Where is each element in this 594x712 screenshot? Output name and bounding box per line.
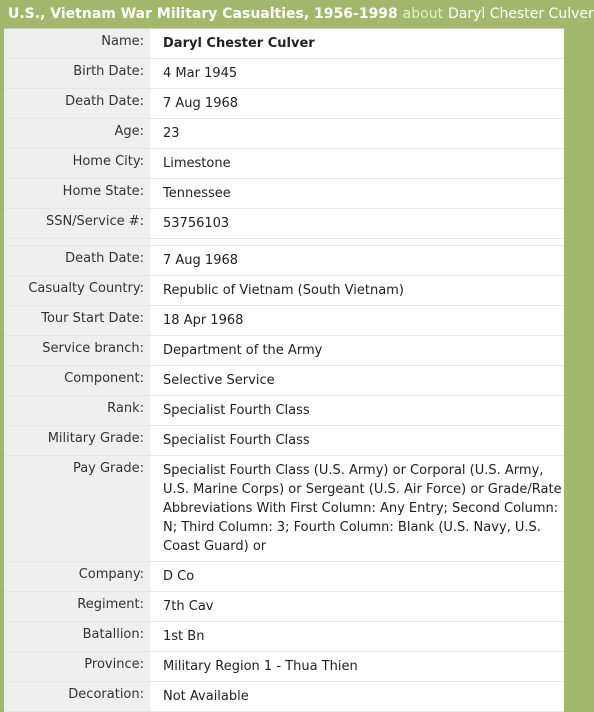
record-row: [4, 306, 564, 336]
record-row: [4, 562, 564, 592]
field-value: Department of the Army: [150, 336, 564, 366]
field-label: Component:: [4, 366, 150, 396]
record-row: [4, 149, 564, 179]
record-row: [4, 59, 564, 89]
record-panel: [4, 28, 564, 712]
divider-cell: [4, 239, 150, 246]
field-value: Specialist Fourth Class: [150, 396, 564, 426]
record-row: [4, 622, 564, 652]
field-value: 4 Mar 1945: [150, 59, 564, 89]
field-label: Age:: [4, 119, 150, 149]
field-value: D Co: [150, 562, 564, 592]
person-name-heading: Daryl Chester Culver: [447, 6, 594, 22]
field-value: Daryl Chester Culver: [150, 29, 564, 59]
field-label: Rank:: [4, 396, 150, 426]
field-value: 23: [150, 119, 564, 149]
field-label: Birth Date:: [4, 59, 150, 89]
field-value: Republic of Vietnam (South Vietnam): [150, 276, 564, 306]
field-label: Death Date:: [4, 89, 150, 119]
field-label: Batallion:: [4, 622, 150, 652]
record-row: [4, 396, 564, 426]
record-row: [4, 119, 564, 149]
field-value: 1st Bn: [150, 622, 564, 652]
field-label: Death Date:: [4, 246, 150, 276]
field-label: Casualty Country:: [4, 276, 150, 306]
field-label: Tour Start Date:: [4, 306, 150, 336]
field-label: Military Grade:: [4, 426, 150, 456]
field-value: 7 Aug 1968: [150, 89, 564, 119]
record-row: [4, 246, 564, 276]
section-divider: [4, 239, 564, 246]
field-label: Regiment:: [4, 592, 150, 622]
record-row: [4, 426, 564, 456]
field-label: Decoration:: [4, 682, 150, 712]
record-row: [4, 29, 564, 59]
record-row: [4, 652, 564, 682]
record-row: [4, 276, 564, 306]
field-value: Specialist Fourth Class: [150, 426, 564, 456]
about-label: about: [402, 6, 444, 22]
field-label: Home State:: [4, 179, 150, 209]
field-label: Province:: [4, 652, 150, 682]
field-value: 18 Apr 1968: [150, 306, 564, 336]
record-table: [4, 29, 564, 712]
field-label: Name:: [4, 29, 150, 59]
field-value: Specialist Fourth Class (U.S. Army) or Corporal (U.S. Army, U.S. Marine Corps) or Sergeant (U.S. Air Force) or Grade/Rate Abbreviations With First Column: Any Entry; Second Column: N; Third Column: 3; Fourth Column: Blank (U.S. Navy, U.S. Coast Guard) or: [150, 456, 564, 562]
field-value: Selective Service: [150, 366, 564, 396]
divider-cell: [150, 239, 564, 246]
record-row: [4, 592, 564, 622]
record-row: [4, 366, 564, 396]
field-value: 53756103: [150, 209, 564, 239]
field-label: Home City:: [4, 149, 150, 179]
field-label: Pay Grade:: [4, 456, 150, 562]
field-value: 7 Aug 1968: [150, 246, 564, 276]
record-row: [4, 209, 564, 239]
record-title-bar: [4, 0, 594, 28]
field-value: Not Available: [150, 682, 564, 712]
field-value: Military Region 1 - Thua Thien: [150, 652, 564, 682]
record-row: [4, 456, 564, 562]
record-row: [4, 179, 564, 209]
field-label: Company:: [4, 562, 150, 592]
field-label: Service branch:: [4, 336, 150, 366]
record-row: [4, 89, 564, 119]
collection-title[interactable]: U.S., Vietnam War Military Casualties, 1956-1998: [8, 6, 398, 22]
field-label: SSN/Service #:: [4, 209, 150, 239]
record-row: [4, 682, 564, 712]
field-value: Tennessee: [150, 179, 564, 209]
field-value: Limestone: [150, 149, 564, 179]
record-row: [4, 336, 564, 366]
field-value: 7th Cav: [150, 592, 564, 622]
